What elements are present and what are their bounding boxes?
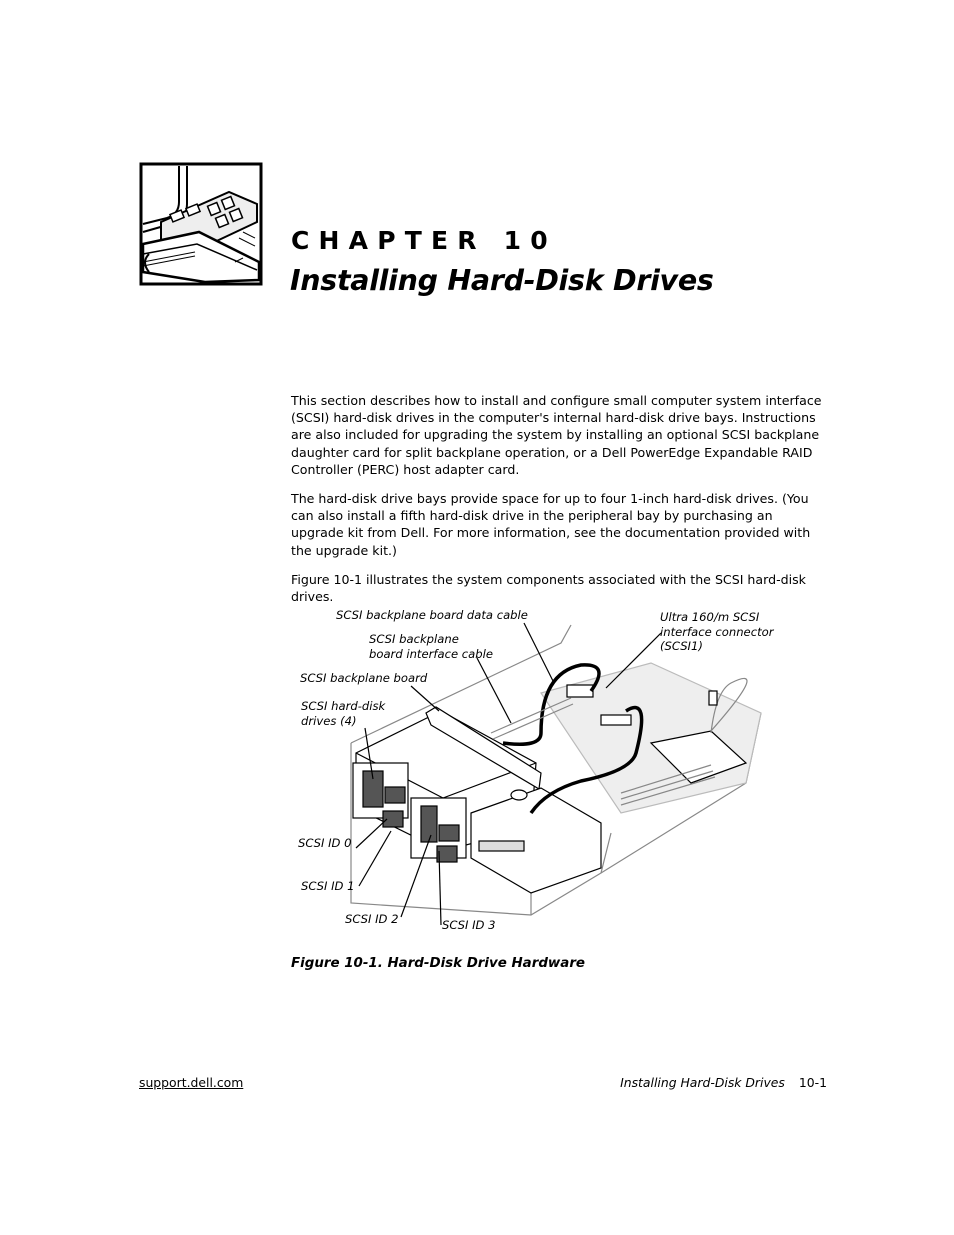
footer-running-title (560, 1075, 827, 1090)
callout-ultra-line1: Ultra 160/m SCSI (660, 610, 760, 624)
callout-drives-line1: SCSI hard-disk (301, 699, 386, 713)
footer-support-link[interactable]: support.dell.com (139, 1075, 244, 1090)
hard-disk-hardware-figure (291, 603, 831, 948)
footer-page-number: 10-1 (798, 1075, 827, 1090)
chapter-title: Installing Hard-Disk Drives (290, 264, 714, 297)
callout-ultra-line2: interface connector (660, 625, 774, 639)
figure-reference-paragraph: Figure 10-1 illustrates the system components associated with the SCSI hard-disk drives. (291, 572, 806, 605)
intro-paragraph: This section describes how to install and configure small computer system interface (SCSI) hard-disk drives in the computer's internal hard-disk drive bays. Instructions are also included for upgrading the system by installing an optional SCSI backplane daughter card for split backplane operation, or a Dell PowerEdge Expandable RAID Controller (PERC) host adapter card. (291, 393, 822, 477)
callout-interface-cable-line2: board interface cable (369, 647, 493, 661)
figure-caption: Figure 10-1. Hard-Disk Drive Hardware (291, 956, 585, 971)
callout-scsi-id-1: SCSI ID 1 (301, 879, 355, 893)
drive-bays-paragraph: The hard-disk drive bays provide space for up to four 1-inch hard-disk drives. (You can also install a fifth hard-disk drive in the peripheral bay by purchasing an upgrade kit from Dell. For more information, see the documentation provided with the upgrade kit.) (291, 491, 811, 558)
callout-interface-cable-line1: SCSI backplane (369, 632, 459, 646)
callout-scsi-id-3: SCSI ID 3 (442, 918, 496, 932)
chapter-number: CHAPTER 10 (291, 226, 557, 255)
callout-ultra-line3: (SCSI1) (660, 639, 703, 653)
callout-data-cable: SCSI backplane board data cable (336, 608, 528, 622)
chapter-book-icon (139, 162, 263, 286)
footer-section-title: Installing Hard-Disk Drives (620, 1075, 785, 1090)
callout-backplane-board: SCSI backplane board (300, 671, 428, 685)
callout-scsi-id-2: SCSI ID 2 (345, 912, 399, 926)
callout-scsi-id-0: SCSI ID 0 (298, 836, 352, 850)
callout-drives-line2: drives (4) (301, 714, 357, 728)
